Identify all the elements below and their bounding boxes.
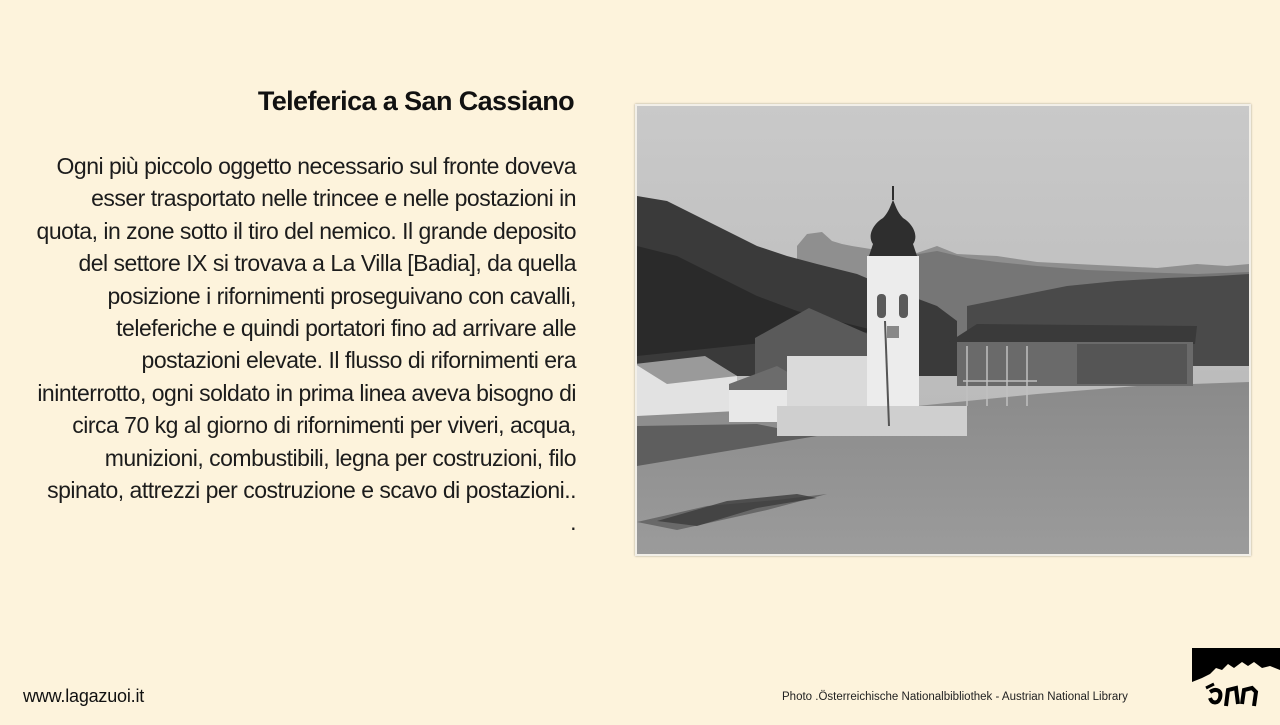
lagazuoi-logo-icon <box>1192 648 1280 720</box>
slide-body-text: Ogni più piccolo oggetto necessario sul fronte doveva esser trasportato nelle trincee e nelle postazioni in quota, in zone sotto il tiro del nemico. Il grande deposito del settore IX si trovava a La Villa [Badia], da quella posizione i rifornimenti proseguivano con cavalli, teleferiche e quindi portatori fino ad arrivare alle postazioni elevate. Il flusso di rifornimenti era ininterrotto, ogni soldato in prima linea aveva bisogno di circa 70 kg al giorno di rifornimenti per viveri, acqua, munizioni, combustibili, legna per costruzioni, filo spinato, attrezzi per costruzione e scavo di postazioni.. . <box>36 153 576 536</box>
website-link[interactable]: www.lagazuoi.it <box>23 686 145 706</box>
slide-title: Teleferica a San Cassiano <box>257 86 574 116</box>
historical-photo <box>635 104 1251 556</box>
photo-credit: Photo .Österreichische Nationalbibliothek - Austrian National Library <box>782 691 1128 703</box>
